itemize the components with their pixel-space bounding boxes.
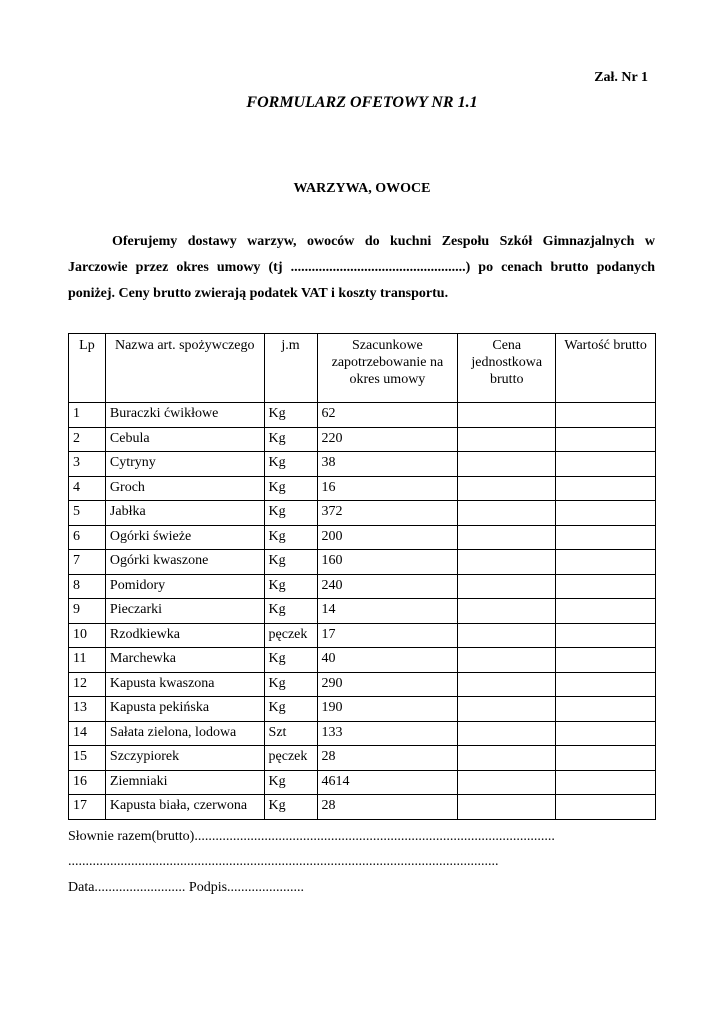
table-row <box>69 672 656 697</box>
cell-name: Ogórki świeże <box>105 525 264 550</box>
cell-quantity: 290 <box>317 672 458 697</box>
cell-name: Kapusta kwaszona <box>105 672 264 697</box>
cell-quantity: 28 <box>317 746 458 771</box>
header-name: Nazwa art. spożywczego <box>105 334 264 403</box>
table-row <box>69 795 656 820</box>
header-unit: j.m <box>264 334 317 403</box>
cell-lp: 6 <box>69 525 106 550</box>
cell-name: Buraczki ćwikłowe <box>105 403 264 428</box>
cell-name: Kapusta biała, czerwona <box>105 795 264 820</box>
table-row <box>69 746 656 771</box>
cell-quantity: 372 <box>317 501 458 526</box>
cell-lp: 4 <box>69 476 106 501</box>
cell-unit-price[interactable] <box>458 672 556 697</box>
words-total-continuation: ........................................................................................................................... <box>68 854 499 869</box>
cell-unit-price[interactable] <box>458 427 556 452</box>
table-row <box>69 721 656 746</box>
cell-name: Szczypiorek <box>105 746 264 771</box>
cell-quantity: 133 <box>317 721 458 746</box>
cell-quantity: 200 <box>317 525 458 550</box>
cell-gross-value[interactable] <box>556 550 656 575</box>
table-header-row <box>69 334 656 403</box>
cell-quantity: 17 <box>317 623 458 648</box>
cell-unit-price[interactable] <box>458 770 556 795</box>
cell-name: Pieczarki <box>105 599 264 624</box>
cell-name: Rzodkiewka <box>105 623 264 648</box>
cell-unit-price[interactable] <box>458 697 556 722</box>
table-row <box>69 648 656 673</box>
cell-quantity: 190 <box>317 697 458 722</box>
cell-lp: 2 <box>69 427 106 452</box>
cell-unit: Kg <box>264 672 317 697</box>
cell-lp: 9 <box>69 599 106 624</box>
cell-gross-value[interactable] <box>556 697 656 722</box>
cell-unit: Kg <box>264 525 317 550</box>
cell-lp: 1 <box>69 403 106 428</box>
attachment-number: Zał. Nr 1 <box>594 70 648 85</box>
cell-lp: 13 <box>69 697 106 722</box>
cell-gross-value[interactable] <box>556 599 656 624</box>
cell-quantity: 62 <box>317 403 458 428</box>
cell-unit-price[interactable] <box>458 623 556 648</box>
cell-unit-price[interactable] <box>458 476 556 501</box>
cell-gross-value[interactable] <box>556 721 656 746</box>
cell-unit: Kg <box>264 550 317 575</box>
cell-quantity: 160 <box>317 550 458 575</box>
cell-lp: 10 <box>69 623 106 648</box>
cell-name: Jabłka <box>105 501 264 526</box>
table-body <box>69 403 656 820</box>
table-row <box>69 525 656 550</box>
cell-name: Groch <box>105 476 264 501</box>
cell-name: Ziemniaki <box>105 770 264 795</box>
cell-gross-value[interactable] <box>556 525 656 550</box>
cell-quantity: 16 <box>317 476 458 501</box>
header-lp: Lp <box>69 334 106 403</box>
cell-name: Pomidory <box>105 574 264 599</box>
cell-unit: Kg <box>264 476 317 501</box>
cell-lp: 15 <box>69 746 106 771</box>
cell-unit-price[interactable] <box>458 795 556 820</box>
header-unit-price: Cena jednostkowa brutto <box>458 334 556 403</box>
table-row <box>69 403 656 428</box>
table-row <box>69 476 656 501</box>
cell-name: Cytryny <box>105 452 264 477</box>
cell-unit: Kg <box>264 770 317 795</box>
table-row <box>69 623 656 648</box>
cell-unit: Kg <box>264 452 317 477</box>
cell-unit-price[interactable] <box>458 452 556 477</box>
cell-lp: 17 <box>69 795 106 820</box>
cell-unit-price[interactable] <box>458 574 556 599</box>
table-row <box>69 599 656 624</box>
cell-unit: pęczek <box>264 746 317 771</box>
cell-unit: pęczek <box>264 623 317 648</box>
cell-quantity: 220 <box>317 427 458 452</box>
cell-quantity: 240 <box>317 574 458 599</box>
cell-lp: 11 <box>69 648 106 673</box>
cell-unit-price[interactable] <box>458 648 556 673</box>
cell-gross-value[interactable] <box>556 746 656 771</box>
cell-lp: 14 <box>69 721 106 746</box>
cell-gross-value[interactable] <box>556 476 656 501</box>
cell-unit-price[interactable] <box>458 550 556 575</box>
cell-gross-value[interactable] <box>556 574 656 599</box>
cell-quantity: 14 <box>317 599 458 624</box>
cell-lp: 3 <box>69 452 106 477</box>
cell-gross-value[interactable] <box>556 672 656 697</box>
cell-unit: Kg <box>264 599 317 624</box>
table-row <box>69 697 656 722</box>
cell-unit: Kg <box>264 403 317 428</box>
cell-unit: Kg <box>264 501 317 526</box>
words-total-line: Słownie razem(brutto)....................................................................................................... <box>68 829 555 844</box>
table-row <box>69 574 656 599</box>
cell-gross-value[interactable] <box>556 403 656 428</box>
cell-gross-value[interactable] <box>556 452 656 477</box>
cell-gross-value[interactable] <box>556 501 656 526</box>
cell-unit-price[interactable] <box>458 525 556 550</box>
cell-lp: 7 <box>69 550 106 575</box>
cell-gross-value[interactable] <box>556 795 656 820</box>
cell-lp: 16 <box>69 770 106 795</box>
cell-unit-price[interactable] <box>458 403 556 428</box>
cell-gross-value[interactable] <box>556 648 656 673</box>
cell-gross-value[interactable] <box>556 427 656 452</box>
cell-name: Kapusta pekińska <box>105 697 264 722</box>
items-table <box>68 333 656 820</box>
cell-unit: Kg <box>264 427 317 452</box>
cell-unit-price[interactable] <box>458 501 556 526</box>
cell-unit: Szt <box>264 721 317 746</box>
form-title: FORMULARZ OFETOWY NR 1.1 <box>246 94 478 111</box>
table-row <box>69 501 656 526</box>
cell-unit-price[interactable] <box>458 599 556 624</box>
cell-quantity: 4614 <box>317 770 458 795</box>
cell-unit: Kg <box>264 697 317 722</box>
date-signature-line: Data.......................... Podpis...................... <box>68 880 305 895</box>
cell-name: Ogórki kwaszone <box>105 550 264 575</box>
cell-name: Cebula <box>105 427 264 452</box>
section-title: WARZYWA, OWOCE <box>293 181 431 196</box>
header-quantity: Szacunkowe zapotrzebowanie na okres umowy <box>317 334 458 403</box>
cell-name: Sałata zielona, lodowa <box>105 721 264 746</box>
cell-lp: 12 <box>69 672 106 697</box>
cell-gross-value[interactable] <box>556 770 656 795</box>
table-row <box>69 427 656 452</box>
cell-quantity: 38 <box>317 452 458 477</box>
table-row <box>69 452 656 477</box>
cell-unit: Kg <box>264 795 317 820</box>
cell-lp: 8 <box>69 574 106 599</box>
cell-name: Marchewka <box>105 648 264 673</box>
cell-lp: 5 <box>69 501 106 526</box>
header-gross-value: Wartość brutto <box>556 334 656 403</box>
cell-unit: Kg <box>264 574 317 599</box>
cell-gross-value[interactable] <box>556 623 656 648</box>
cell-unit: Kg <box>264 648 317 673</box>
table-row <box>69 550 656 575</box>
cell-unit-price[interactable] <box>458 746 556 771</box>
cell-quantity: 28 <box>317 795 458 820</box>
table-row <box>69 770 656 795</box>
cell-quantity: 40 <box>317 648 458 673</box>
intro-paragraph: Oferujemy dostawy warzyw, owoców do kuchni Zespołu Szkół Gimnazjalnych w Jarczowie przez okres umowy (tj ..................................................) po cenach brutto podanych poniżej. Ceny brutto zwierają podatek VAT i koszty transportu. <box>68 234 655 301</box>
cell-unit-price[interactable] <box>458 721 556 746</box>
